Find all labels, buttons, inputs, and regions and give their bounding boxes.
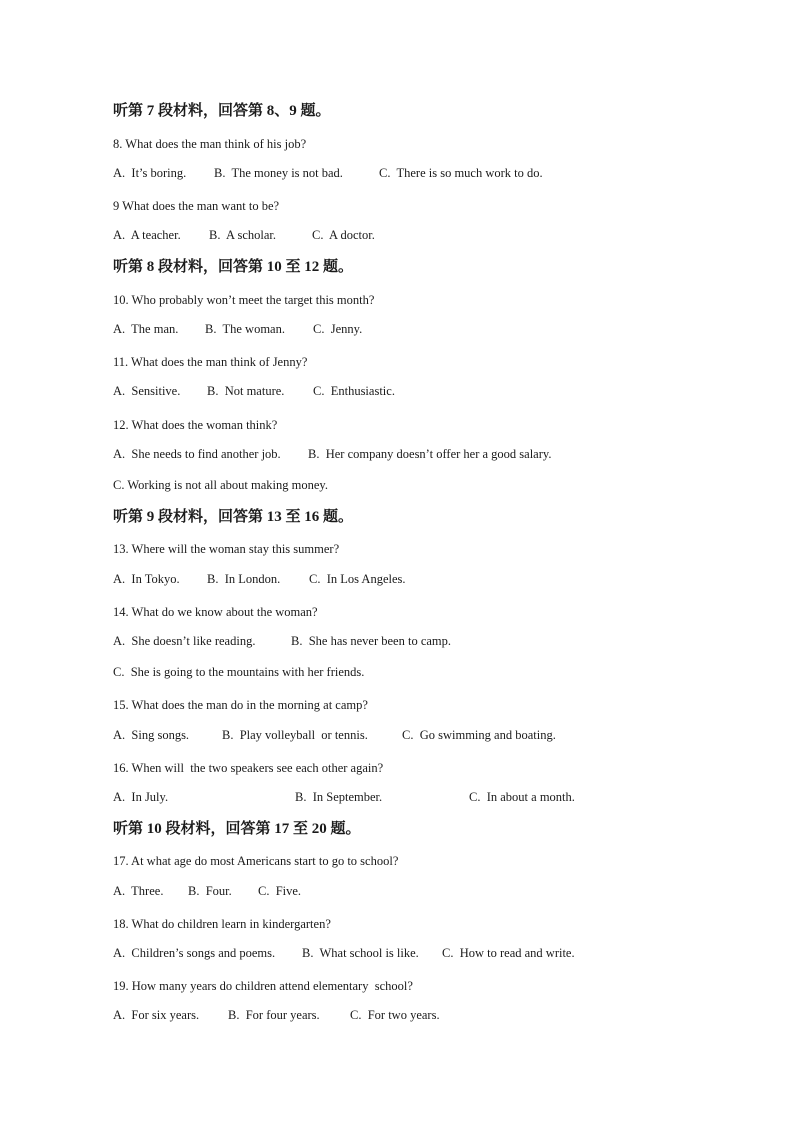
- question-13: 13. Where will the woman stay this summer?: [113, 542, 340, 556]
- option-c: C. Jenny.: [313, 322, 363, 336]
- question-9: 9 What does the man want to be?: [113, 199, 280, 213]
- question-15: 15. What does the man do in the morning at camp?: [113, 698, 368, 712]
- option-b: B. Play volleyball or tennis.: [222, 728, 368, 742]
- option-c: C. Go swimming and boating.: [402, 728, 556, 742]
- option-a: A. A teacher.: [113, 228, 181, 242]
- question-17: 17. At what age do most Americans start to go to school?: [113, 854, 399, 868]
- question-18: 18. What do children learn in kindergarten?: [113, 917, 331, 931]
- option-c: C. For two years.: [350, 1008, 440, 1022]
- option-b: B. She has never been to camp.: [291, 634, 452, 648]
- option-b: B. A scholar.: [209, 228, 277, 242]
- question-16: 16. When will the two speakers see each other again?: [113, 761, 384, 775]
- option-b: B. Four.: [188, 884, 232, 898]
- option-c: C. In Los Angeles.: [309, 572, 406, 586]
- question-8: 8. What does the man think of his job?: [113, 137, 307, 151]
- option-a: A. In July.: [113, 790, 169, 804]
- option-b: B. In September.: [295, 790, 383, 804]
- option-c: C. She is going to the mountains with her friends.: [113, 665, 365, 679]
- question-19: 19. How many years do children attend elementary school?: [113, 979, 413, 993]
- option-b: B. What school is like.: [302, 946, 419, 960]
- option-c: C. In about a month.: [469, 790, 575, 804]
- option-a: A. She doesn’t like reading.: [113, 634, 256, 648]
- option-c: C. Five.: [258, 884, 302, 898]
- option-a: A. Three.: [113, 884, 164, 898]
- option-a: A. The man.: [113, 322, 179, 336]
- question-14: 14. What do we know about the woman?: [113, 605, 318, 619]
- option-c: C. A doctor.: [312, 228, 375, 242]
- question-11: 11. What does the man think of Jenny?: [113, 355, 308, 369]
- option-c: C. Working is not all about making money.: [113, 478, 328, 492]
- option-a: A. Sensitive.: [113, 384, 181, 398]
- option-c: C. How to read and write.: [442, 946, 575, 960]
- option-b: B. For four years.: [228, 1008, 320, 1022]
- section-heading: 听第 7 段材料，回答第 8、9 题。: [113, 103, 331, 119]
- option-c: C. Enthusiastic.: [313, 384, 395, 398]
- option-c: C. There is so much work to do.: [379, 166, 543, 180]
- question-10: 10. Who probably won’t meet the target this month?: [113, 293, 375, 307]
- option-b: B. In London.: [207, 572, 281, 586]
- section-heading: 听第 8 段材料，回答第 10 至 12 题。: [113, 259, 354, 275]
- section-heading: 听第 9 段材料，回答第 13 至 16 题。: [113, 509, 354, 525]
- section-heading: 听第 10 段材料，回答第 17 至 20 题。: [113, 821, 361, 837]
- option-a: A. Sing songs.: [113, 728, 190, 742]
- option-b: B. The money is not bad.: [214, 166, 343, 180]
- option-a: A. For six years.: [113, 1008, 200, 1022]
- option-b: B. The woman.: [205, 322, 285, 336]
- option-a: A. In Tokyo.: [113, 572, 180, 586]
- option-a: A. She needs to find another job.: [113, 447, 281, 461]
- option-a: A. It’s boring.: [113, 166, 187, 180]
- option-b: B. Not mature.: [207, 384, 285, 398]
- question-12: 12. What does the woman think?: [113, 418, 278, 432]
- option-b: B. Her company doesn’t offer her a good salary.: [308, 447, 552, 461]
- option-a: A. Children’s songs and poems.: [113, 946, 276, 960]
